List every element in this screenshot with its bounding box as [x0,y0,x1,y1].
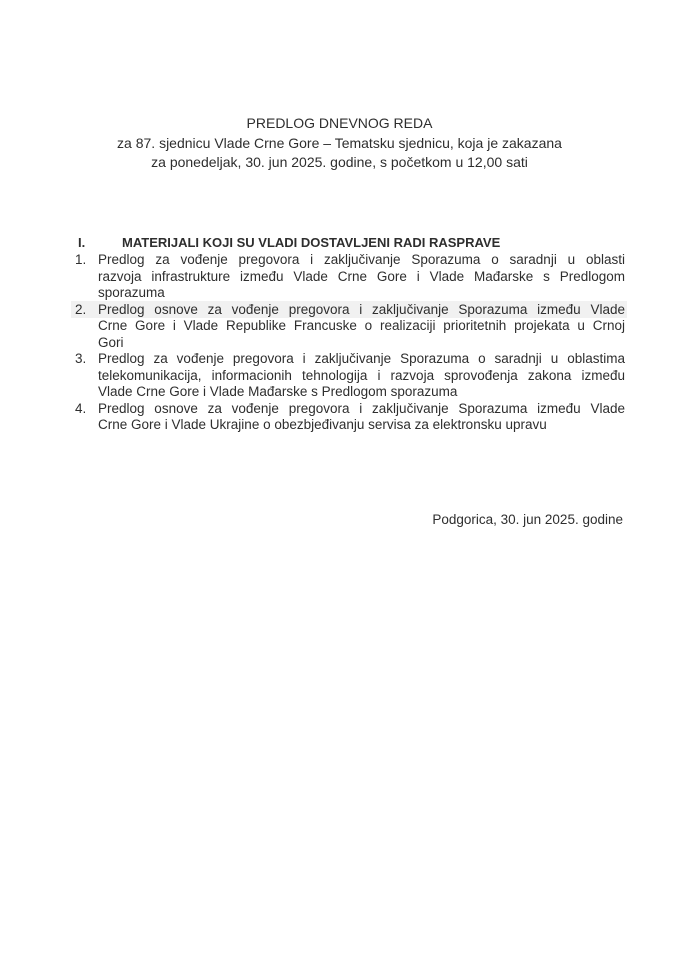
item-text-line: razvoja infrastrukture između Vlade Crne Gore i Vlade Mađarske s Predlogom [98,268,625,284]
document-subtitle-line-2: za ponedeljak, 30. jun 2025. godine, s početkom u 12,00 sati [151,154,528,170]
item-number: 2. [75,301,87,317]
place-date-line: Podgorica, 30. jun 2025. godine [432,512,623,527]
item-text-line: Predlog osnove za vođenje pregovora i zaključivanje Sporazuma između Vlade [98,400,625,416]
item-number: 1. [75,252,87,267]
item-text-line: telekomunikacija, informacionih tehnologija i razvoja sprovođenja zakona između [98,367,625,383]
agenda-item-3 [75,351,625,401]
item-text-line: Predlog za vođenje pregovora i zaključivanje Sporazuma o saradnji u oblasti [98,252,625,267]
item-text [98,302,625,352]
item-text-line: Crne Gore i Vlade Ukrajine o obezbjeđivanju servisa za elektronsku upravu [98,417,547,432]
item-text [98,351,625,401]
item-text [98,401,625,434]
item-number: 4. [75,400,87,416]
item-text-line: Gori [98,334,124,350]
document-title-block [0,114,679,173]
item-number: 3. [75,351,87,366]
item-text-line: Predlog osnove za vođenje pregovora i zaključivanje Sporazuma između Vlade [98,301,625,317]
section-numeral: I. [78,235,86,250]
agenda-list [75,252,625,434]
item-text [98,252,625,302]
item-text-line: Crne Gore i Vlade Republike Francuske o realizaciji prioritetnih projekata u Crnoj [98,318,625,333]
section-title: MATERIJALI KOJI SU VLADI DOSTAVLJENI RADI RASPRAVE [122,235,501,250]
item-text-line: Predlog za vođenje pregovora i zaključivanje Sporazuma o saradnji u oblastima [98,351,625,366]
agenda-item-2 [75,302,625,352]
document-subtitle-line-1: za 87. sjednicu Vlade Crne Gore – Tematsku sjednicu, koja je zakazana [117,134,562,151]
agenda-item-1 [75,252,625,302]
document-title: PREDLOG DNEVNOG REDA [246,115,433,131]
item-text-line: sporazuma [98,285,165,300]
agenda-item-4 [75,401,625,434]
item-text-line: Vlade Crne Gore i Vlade Mađarske s Predlogom sporazuma [98,384,458,399]
section-heading [78,235,500,250]
